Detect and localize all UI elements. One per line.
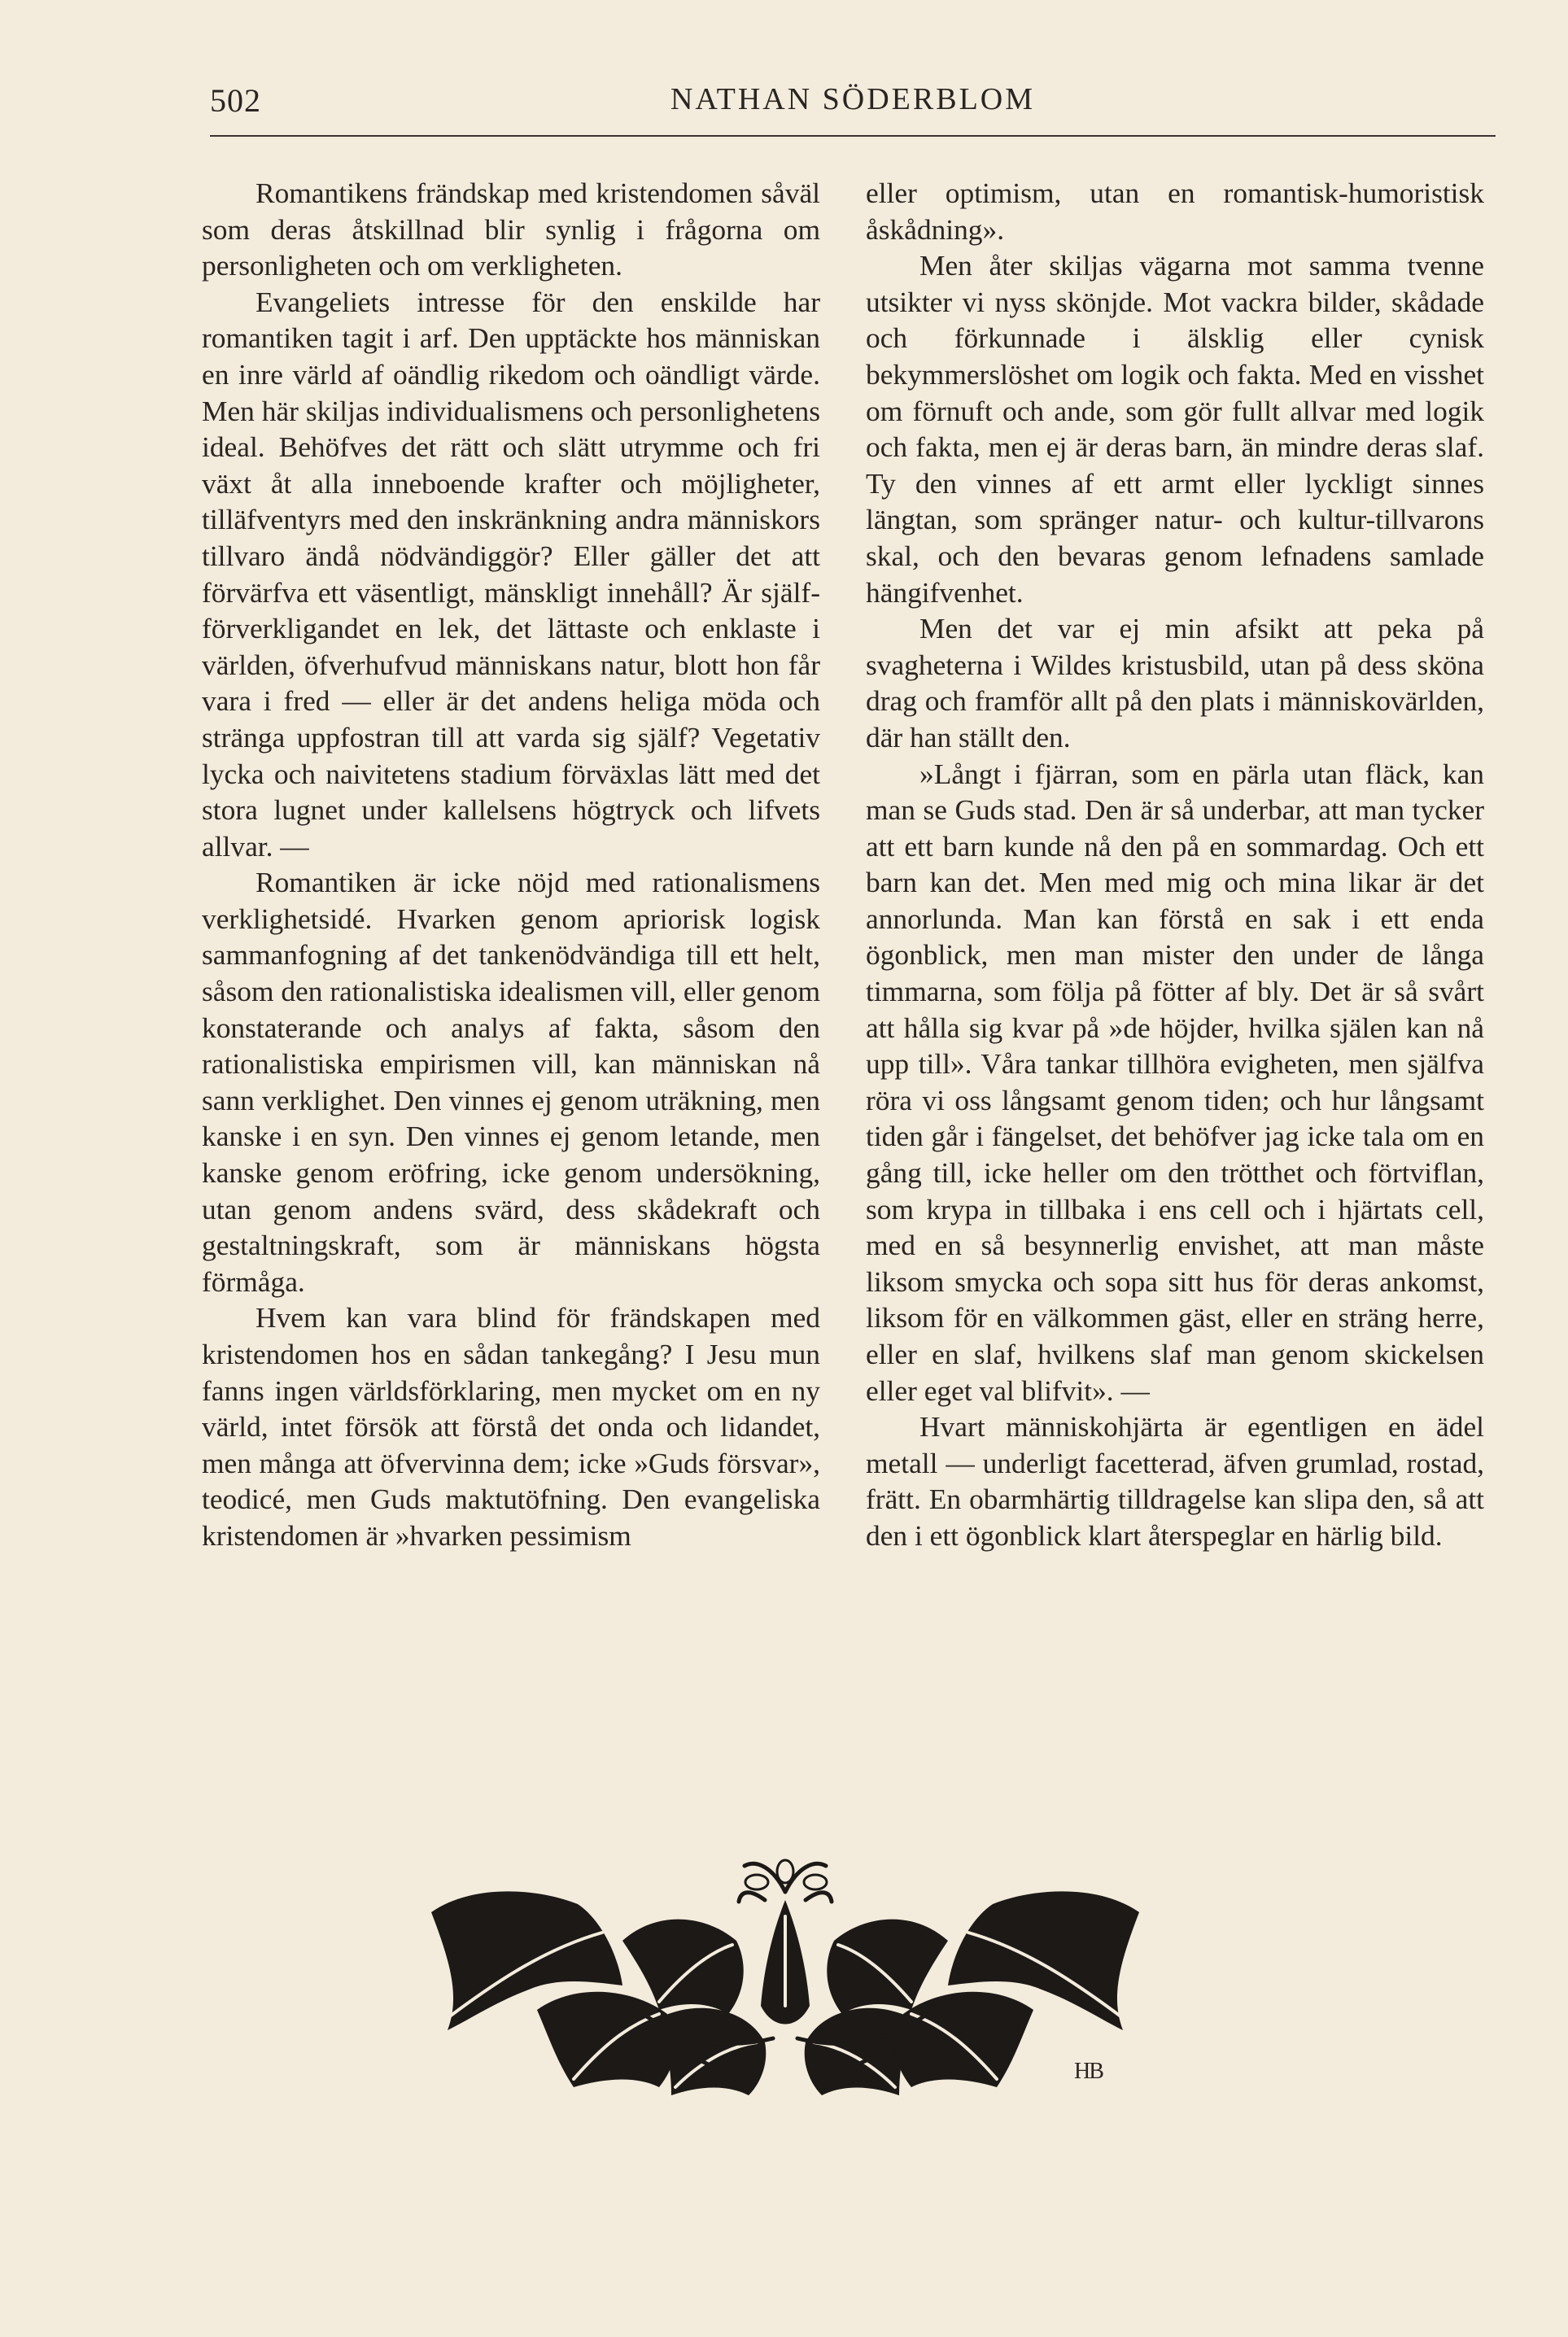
left-column xyxy=(202,175,820,1554)
paragraph: Hvem kan vara blind för frändskapen med kristendomen hos en sådan tankegång? I Jesu mun fanns ingen världsförklaring, men mycket om en ny värld, intet försök att förstå det onda och lidandet, men många att öfvervinna dem; icke »Guds försvar», teodicé, men Guds maktutöfning. Den evangeliska kristendomen är »hvarken pessimism xyxy=(202,1301,820,1552)
paragraph: Hvart människohjärta är egentligen en ädel metall — underligt facetterad, äfven grumlad, rostad, frätt. En obarmhärtig tilldragelse kan slipa den, så att den i ett ögonblick klart återspeglar en härlig bild. xyxy=(866,1410,1484,1552)
right-column xyxy=(866,175,1484,1554)
header-rule xyxy=(210,135,1496,137)
paragraph: Evangeliets intresse för den enskilde har romantiken tagit i arf. Den upptäckte hos människan en inre värld af oändlig rikedom och oändligt värde. Men här skiljas individualismens och personlighetens ideal. Behöfves det rätt och slätt utrymme och fri växt åt alla inneboende krafter och möjligheter, tilläfventyrs med den inskränkning andra människors tillvaro ändå nödvändiggör? Eller gäller det att förvärfva ett väsentligt, mänskligt innehåll? Är själfförverkligandet en lek, det lättaste och enklaste i världen, öfverhufvud människans natur, blott hon får vara i fred — eller är det andens heliga möda och stränga uppfostran till att varda sig själf? Vegetativ lycka och naivitetens stadium förväxlas lätt med det stora lugnet under kallelsens högtryck och lifvets allvar. — xyxy=(202,285,820,863)
paragraph: Men åter skiljas vägarna mot samma tvenne utsikter vi nyss skönjde. Mot vackra bilder, skådade och förkunnade i älsklig eller cynisk bekymmerslöshet om logik och fakta. Med en visshet om förnuft och ande, som gör fullt allvar med logik och fakta, men ej är deras barn, än mindre deras slaf. Ty den vinnes af ett armt eller lyckligt sinnes längtan, som spränger natur- och kultur-tillvarons skal, och den bevaras genom lefnadens samlade hängifvenhet. xyxy=(866,249,1484,609)
paragraph: »Långt i fjärran, som en pärla utan fläck, kan man se Guds stad. Den är så underbar, att man tycker att ett barn kunde nå den på en sommardag. Och ett barn kan det. Men med mig och mina likar är det annorlunda. Man kan förstå en sak i ett enda ögonblick, men man mister den under de långa timmarna, som följa på fötter af bly. Det är så svårt att hålla sig kvar på »de höjder, hvilka själen kan nå upp till». Våra tankar tillhöra evigheten, men själfva röra vi oss långsamt genom tiden; och hur långsamt tiden går i fängelset, det behöfver jag icke tala om en gång till, icke heller om den trötthet och förtviflan, som krypa in tillbaka i ens cell och i hjärtats cell, med en så besynnerlig envishet, att man måste liksom smycka och sopa sitt hus för deras ankomst, liksom för en välkommen gäst, eller en sträng herre, eller en slaf, hvilkens slaf man genom skickelsen eller eget val blifvit». — xyxy=(866,757,1484,1407)
artist-monogram: HB xyxy=(1074,2059,1103,2084)
paragraph: Romantiken är icke nöjd med rationalismens verklighetsidé. Hvarken genom apriorisk logisk sammanfogning af det tankenödvändiga till ett helt, såsom den rationalistiska idealismen vill, eller genom konstaterande och analys af fakta, såsom den rationalistiska empirismen vill, kan människan nå sann verklighet. Den vinnes ej genom uträkning, men kanske i en syn. Den vinnes ej genom letande, men kanske genom eröfring, icke genom undersökning, utan genom andens svärd, dess skådekraft och gestaltningskraft, som är människans högsta förmåga. xyxy=(202,866,820,1298)
paragraph: Romantikens frändskap med kristendomen såväl som deras åtskillnad blir synlig i frågorna om personligheten och om verkligheten. xyxy=(202,177,820,282)
running-title: NATHAN SÖDERBLOM xyxy=(670,82,1036,116)
paragraph: Men det var ej min afsikt att peka på svagheterna i Wildes kristusbild, utan på dess sköna drag och framför allt på den plats i människovärlden, där han ställt den. xyxy=(866,612,1484,754)
running-head xyxy=(210,81,1496,130)
page-number: 502 xyxy=(210,82,261,119)
paragraph: eller optimism, utan en romantisk-humoristisk åskådning». xyxy=(866,177,1484,246)
ivy-leaf-ornament xyxy=(415,1843,1147,2112)
